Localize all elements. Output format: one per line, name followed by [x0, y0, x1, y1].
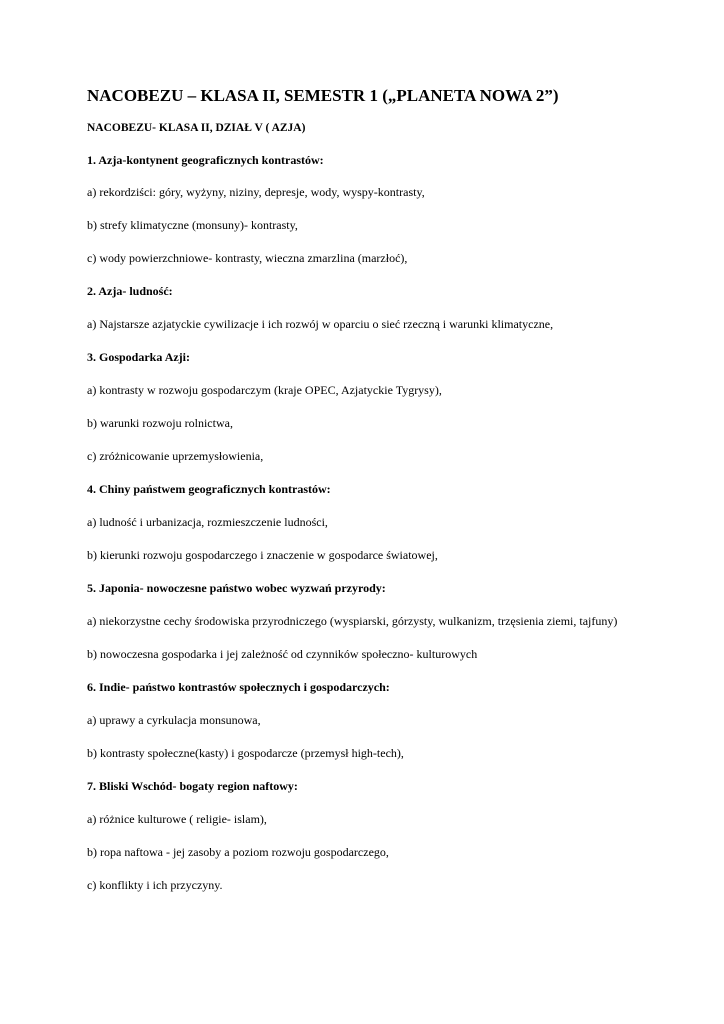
section-item: c) zróżnicowanie uprzemysłowienia, — [87, 449, 264, 463]
section-item: a) niekorzystne cechy środowiska przyrodniczego (wyspiarski, górzysty, wulkanizm, trzęsienia ziemi, tajfuny) — [87, 614, 618, 628]
section-item: a) ludność i urbanizacja, rozmieszczenie ludności, — [87, 515, 328, 529]
section-item: b) nowoczesna gospodarka i jej zależność od czynników społeczno- kulturowych — [87, 647, 478, 661]
section-heading: 1. Azja-kontynent geograficznych kontrastów: — [87, 153, 324, 167]
section-heading: 4. Chiny państwem geograficznych kontrastów: — [87, 482, 331, 496]
document-title: NACOBEZU – KLASA II, SEMESTR 1 („PLANETA NOWA 2”) — [87, 86, 559, 105]
document-subtitle: NACOBEZU- KLASA II, DZIAŁ V ( AZJA) — [87, 122, 306, 134]
section-item: b) warunki rozwoju rolnictwa, — [87, 416, 233, 430]
section-item: a) różnice kulturowe ( religie- islam), — [87, 812, 267, 826]
section-item: b) kontrasty społeczne(kasty) i gospodarcze (przemysł high-tech), — [87, 746, 404, 760]
section-heading: 5. Japonia- nowoczesne państwo wobec wyzwań przyrody: — [87, 581, 386, 595]
section-item: a) kontrasty w rozwoju gospodarczym (kraje OPEC, Azjatyckie Tygrysy), — [87, 383, 442, 397]
section-item: b) kierunki rozwoju gospodarczego i znaczenie w gospodarce światowej, — [87, 548, 438, 562]
section-heading: 2. Azja- ludność: — [87, 284, 173, 298]
section-item: c) wody powierzchniowe- kontrasty, wieczna zmarzlina (marzłoć), — [87, 251, 408, 265]
section-item: a) Najstarsze azjatyckie cywilizacje i ich rozwój w oparciu o sieć rzeczną i warunki klimatyczne, — [87, 317, 554, 331]
section-item: a) rekordziści: góry, wyżyny, niziny, depresje, wody, wyspy-kontrasty, — [87, 185, 425, 199]
section-heading: 6. Indie- państwo kontrastów społecznych i gospodarczych: — [87, 680, 390, 694]
section-item: b) ropa naftowa - jej zasoby a poziom rozwoju gospodarczego, — [87, 845, 389, 859]
section-item: b) strefy klimatyczne (monsuny)- kontrasty, — [87, 218, 298, 232]
section-item: a) uprawy a cyrkulacja monsunowa, — [87, 713, 261, 727]
section-item: c) konflikty i ich przyczyny. — [87, 878, 223, 892]
section-heading: 7. Bliski Wschód- bogaty region naftowy: — [87, 779, 298, 793]
section-heading: 3. Gospodarka Azji: — [87, 350, 191, 364]
